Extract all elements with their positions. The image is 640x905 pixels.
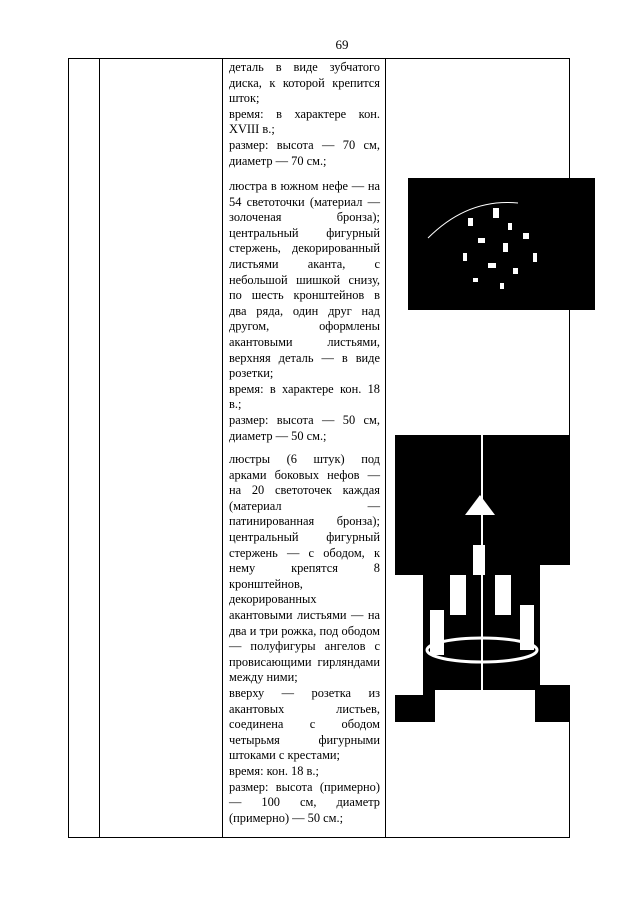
entry-3-text bbox=[229, 452, 380, 826]
paragraph: время: кон. 18 в.; bbox=[229, 763, 319, 778]
column-divider bbox=[385, 59, 386, 837]
column-divider bbox=[99, 59, 100, 837]
paragraph: время: в характере кон. 18 в.; bbox=[229, 381, 380, 412]
entry-1-text bbox=[229, 60, 380, 179]
chandelier-photo-side-naves bbox=[395, 435, 570, 722]
column-divider bbox=[222, 59, 223, 837]
chandelier-image bbox=[408, 178, 595, 310]
paragraph: деталь в виде зубчатого диска, к которой крепится шток; bbox=[229, 60, 380, 106]
entry-2-text bbox=[229, 179, 380, 452]
chandelier-photo-south-nave bbox=[408, 178, 595, 310]
page-number: 69 bbox=[335, 37, 349, 52]
paragraph: время: в характере кон. XVIII в.; bbox=[229, 106, 380, 137]
chandelier-image bbox=[395, 435, 570, 722]
paragraph: люстры (6 штук) под арками боковых нефов — на 20 светоточек каждая (материал — патинированная бронза); центральный фигурный стержень — с ободом, к нему крепятся 8 кронштейнов, декорированных акантовыми листьями — на два и три рожка, под ободом — полуфигуры ангелов с провисающими гирляндами между ними; bbox=[229, 452, 380, 685]
paragraph: размер: высота — 50 см, диаметр — 50 см.; bbox=[229, 412, 380, 443]
paragraph: размер: высота (примерно) — 100 см, диаметр (примерно) — 50 см.; bbox=[229, 779, 380, 825]
paragraph: вверху — розетка из акантовых листьев, соединена с ободом четырьмя фигурными штоками с крестами; bbox=[229, 686, 380, 763]
paragraph: люстра в южном нефе — на 54 светоточки (материал — золоченая бронза); центральный фигурный стержень, декорированный листьями аканта, с небольшой шишкой снизу, по шесть кронштейнов в два ряда, один друг над другом, оформлены акантовыми листьями, верхняя деталь — в виде розетки; bbox=[229, 179, 380, 381]
description-column bbox=[229, 60, 380, 826]
paragraph: размер: высота — 70 см, диаметр — 70 см.; bbox=[229, 137, 380, 168]
